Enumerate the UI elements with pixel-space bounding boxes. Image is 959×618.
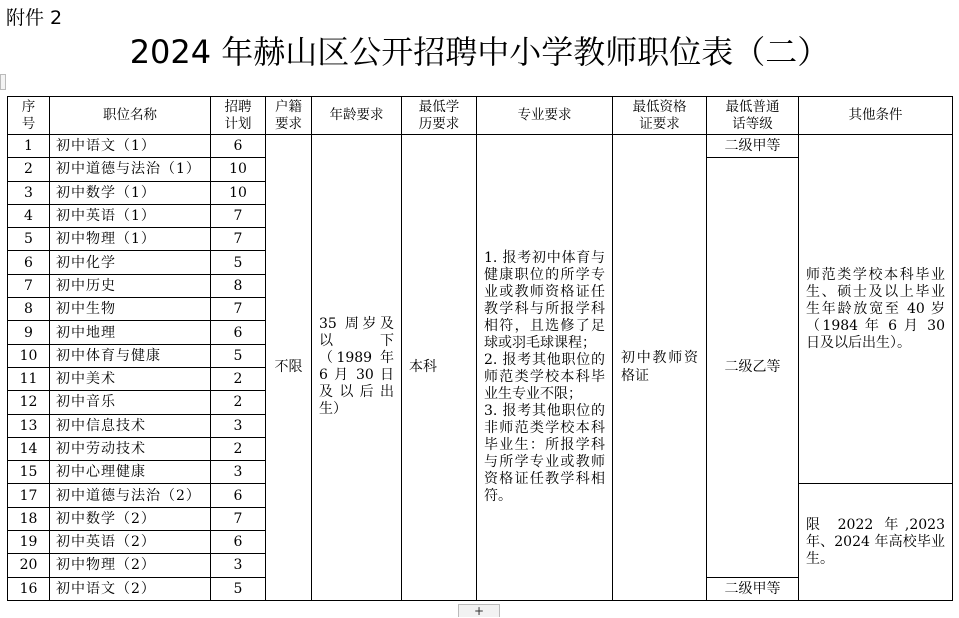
row-seq: 19 <box>8 531 50 554</box>
row-plan: 3 <box>211 414 266 437</box>
row-position-name: 初中生物 <box>50 298 211 321</box>
education-cell: 本科 <box>402 135 477 601</box>
row-plan: 6 <box>211 135 266 158</box>
row-position-name: 初中地理 <box>50 321 211 344</box>
row-seq: 5 <box>8 228 50 251</box>
row-plan: 5 <box>211 344 266 367</box>
row-position-name: 初中劳动技术 <box>50 437 211 460</box>
row-seq: 10 <box>8 344 50 367</box>
row-seq: 11 <box>8 367 50 390</box>
row-plan: 10 <box>211 181 266 204</box>
header-mandarin: 最低普通话等级 <box>707 97 799 135</box>
row-plan: 3 <box>211 461 266 484</box>
row-plan: 2 <box>211 367 266 390</box>
header-education: 最低学历要求 <box>402 97 477 135</box>
header-row <box>8 97 953 135</box>
row-seq: 9 <box>8 321 50 344</box>
add-sheet-button[interactable]: + <box>458 604 500 617</box>
age-cell: 35 周岁及以下（1989 年 6 月 30 日及以后出生） <box>312 135 402 601</box>
mandarin-cell-b: 二级乙等 <box>707 158 799 577</box>
cert-cell: 初中教师资格证 <box>613 135 707 601</box>
hukou-cell: 不限 <box>266 135 312 601</box>
annex-label: 附件 2 <box>6 7 63 29</box>
major-cell: 1. 报考初中体育与健康职位的所学专业或教师资格证任教学科与所报学科 相符，且选修了足球或羽毛球课程； 2. 报考其他职位的师范类学校本科毕业生专业不限； 3. 报考其他职位的非师范类学校本科毕业生：所报学科与所学专业或教师资格证任教学科相符。 <box>477 135 613 601</box>
row-position-name: 初中数学（2） <box>50 507 211 530</box>
row-plan: 6 <box>211 531 266 554</box>
row-position-name: 初中美术 <box>50 367 211 390</box>
row-position-name: 初中英语（2） <box>50 531 211 554</box>
table-row <box>8 135 953 158</box>
row-position-name: 初中物理（2） <box>50 554 211 577</box>
row-position-name: 初中语文（1） <box>50 135 211 158</box>
header-cert: 最低资格证要求 <box>613 97 707 135</box>
header-hukou: 户籍要求 <box>266 97 312 135</box>
row-position-name: 初中化学 <box>50 251 211 274</box>
row-plan: 7 <box>211 298 266 321</box>
row-seq: 7 <box>8 274 50 297</box>
row-seq: 15 <box>8 461 50 484</box>
row-seq: 17 <box>8 484 50 507</box>
mandarin-cell-c: 二级甲等 <box>707 577 799 600</box>
row-seq: 20 <box>8 554 50 577</box>
row-position-name: 初中历史 <box>50 274 211 297</box>
row-position-name: 初中信息技术 <box>50 414 211 437</box>
document-title: 2024 年赫山区公开招聘中小学教师职位表（二） <box>129 33 830 71</box>
row-plan: 10 <box>211 158 266 181</box>
row-plan: 7 <box>211 228 266 251</box>
row-position-name: 初中体育与健康 <box>50 344 211 367</box>
row-position-name: 初中心理健康 <box>50 461 211 484</box>
mandarin-cell-a: 二级甲等 <box>707 135 799 158</box>
row-seq: 18 <box>8 507 50 530</box>
other-cell-b: 限 2022 年,2023 年、2024 年高校毕业生。 <box>799 484 953 600</box>
row-plan: 6 <box>211 484 266 507</box>
row-position-name: 初中语文（2） <box>50 577 211 600</box>
row-seq: 6 <box>8 251 50 274</box>
row-position-name: 初中数学（1） <box>50 181 211 204</box>
header-plan: 招聘计划 <box>211 97 266 135</box>
row-plan: 2 <box>211 437 266 460</box>
row-position-name: 初中道德与法治（2） <box>50 484 211 507</box>
row-seq: 3 <box>8 181 50 204</box>
row-seq: 2 <box>8 158 50 181</box>
row-plan: 7 <box>211 507 266 530</box>
row-position-name: 初中英语（1） <box>50 204 211 227</box>
row-seq: 13 <box>8 414 50 437</box>
row-plan: 7 <box>211 204 266 227</box>
row-plan: 3 <box>211 554 266 577</box>
other-cell-a: 师范类学校本科毕业生、硕士及以上毕业生年龄放宽至 40 岁（1984 年 6 月 30 日及以后出生）。 <box>799 135 953 484</box>
row-position-name: 初中道德与法治（1） <box>50 158 211 181</box>
row-seq: 8 <box>8 298 50 321</box>
row-position-name: 初中物理（1） <box>50 228 211 251</box>
row-plan: 6 <box>211 321 266 344</box>
row-seq: 1 <box>8 135 50 158</box>
position-table <box>7 96 953 601</box>
row-marker <box>0 74 6 90</box>
row-seq: 4 <box>8 204 50 227</box>
row-position-name: 初中音乐 <box>50 391 211 414</box>
header-position: 职位名称 <box>50 97 211 135</box>
header-seq: 序号 <box>8 97 50 135</box>
row-plan: 2 <box>211 391 266 414</box>
header-other: 其他条件 <box>799 97 953 135</box>
row-seq: 12 <box>8 391 50 414</box>
header-age: 年龄要求 <box>312 97 402 135</box>
row-plan: 8 <box>211 274 266 297</box>
row-plan: 5 <box>211 251 266 274</box>
row-plan: 5 <box>211 577 266 600</box>
row-seq: 14 <box>8 437 50 460</box>
header-major: 专业要求 <box>477 97 613 135</box>
row-seq: 16 <box>8 577 50 600</box>
